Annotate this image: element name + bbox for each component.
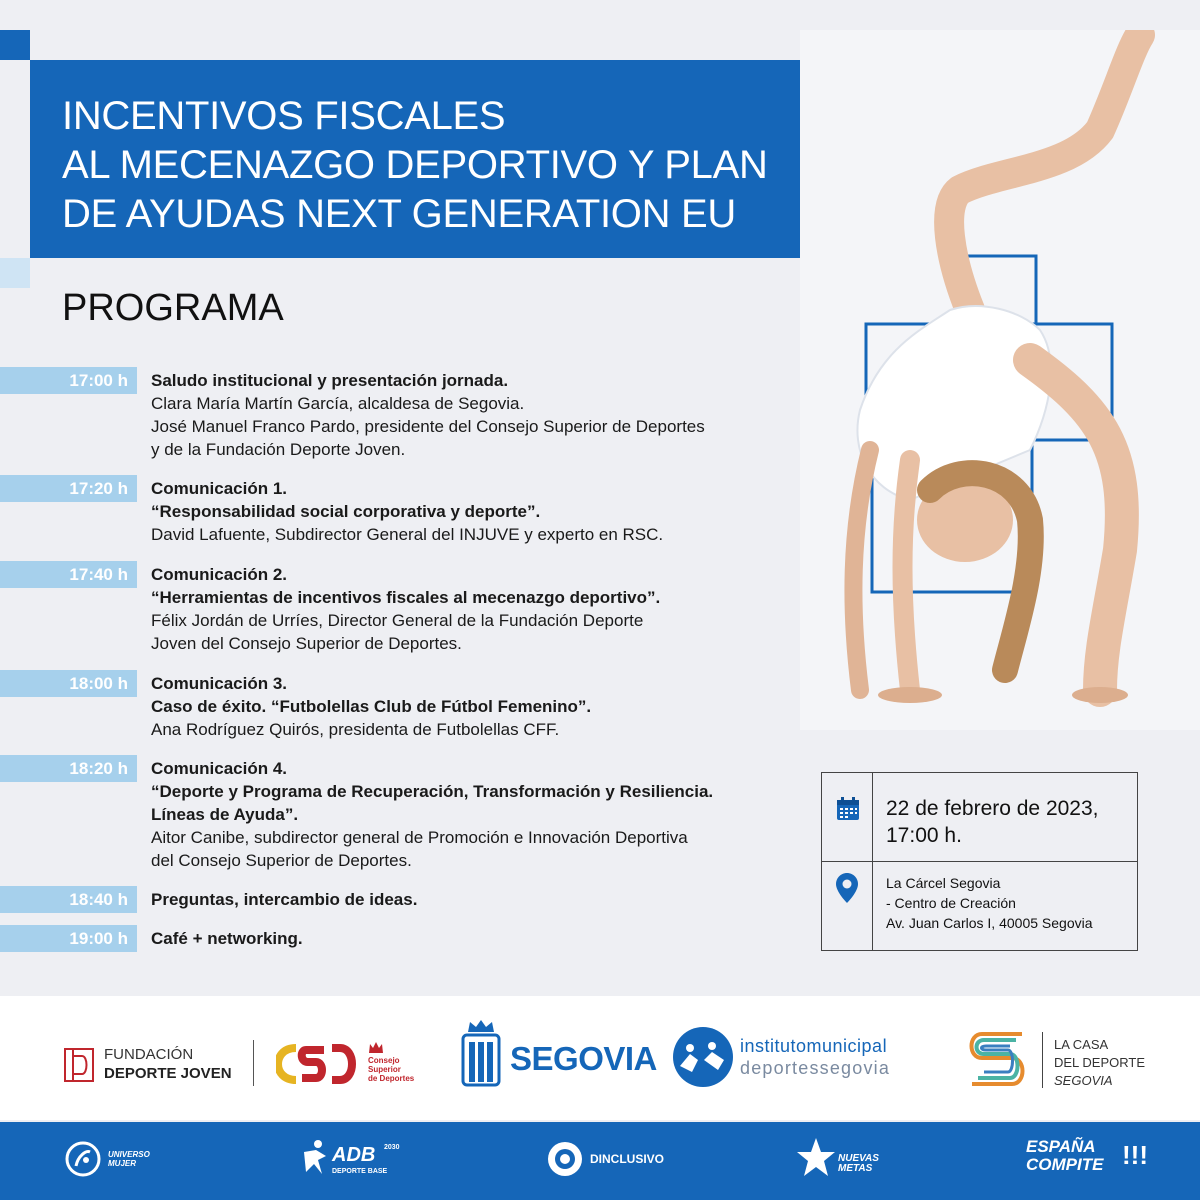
info-divider — [822, 861, 1137, 862]
fdj-mark-icon — [64, 1048, 94, 1082]
csd-mark-icon — [276, 1044, 358, 1084]
sponsor-logos — [0, 996, 1200, 1120]
schedule-description: Comunicación 4. “Deporte y Programa de Recuperación, Transformación y Resiliencia. Líneas de Ayuda”. Aitor Canibe, subdirector general de Promoción e Innovación Deportiva del Consejo Superior de Deportes. — [151, 759, 714, 870]
event-date: 22 de febrero de 2023, 17:00 h. — [886, 797, 1099, 847]
imd-segovia-logo: institutomunicipal deportessegovia — [672, 1026, 927, 1090]
schedule-description: Comunicación 3. Caso de éxito. “Futbolellas Club de Fútbol Femenino”. Ana Rodríguez Quirós, presidenta de Futbolellas CFF. — [151, 674, 592, 739]
universo-mujer-icon — [64, 1140, 102, 1178]
map-pin-icon — [836, 873, 858, 903]
casa-del-deporte-icon — [966, 1028, 1028, 1090]
schedule-time: 18:20 h — [0, 755, 137, 782]
programa-heading: PROGRAMA — [62, 287, 284, 329]
schedule-time: 19:00 h — [0, 925, 137, 952]
schedule-time: 18:40 h — [0, 886, 137, 913]
decor-square — [0, 258, 30, 288]
event-info-box — [821, 772, 1138, 951]
fundacion-deporte-joven-logo: FUNDACIÓN DEPORTE JOVEN — [64, 1046, 239, 1086]
schedule-description: Café + networking. — [151, 929, 303, 948]
logo-divider — [253, 1040, 254, 1086]
segovia-logo: SEGOVIA — [460, 1018, 630, 1094]
gymnast-image — [800, 30, 1200, 730]
imd-mark-icon — [672, 1026, 734, 1088]
crown-icon — [368, 1040, 384, 1054]
universo-mujer-logo: UNIVERSO MUJER — [64, 1138, 164, 1182]
logo-divider — [1042, 1032, 1043, 1088]
segovia-crest-icon — [460, 1018, 502, 1090]
schedule-description: Preguntas, intercambio de ideas. — [151, 890, 418, 909]
star-figure-icon — [796, 1136, 836, 1180]
dinclusivo-icon — [546, 1140, 584, 1178]
event-title: INCENTIVOS FISCALES AL MECENAZGO DEPORTIVO Y PLAN DE AYUDAS NEXT GENERATION EU — [62, 94, 768, 236]
espana-compite-logo: ESPAÑA COMPITE !!! — [1026, 1137, 1148, 1174]
schedule-description: Saludo institucional y presentación jornada. Clara María Martín García, alcaldesa de Segovia. José Manuel Franco Pardo, presidente del Consejo Superior de Deportes y de la Fundación Deporte Joven. — [151, 371, 705, 459]
schedule-description: Comunicación 1. “Responsabilidad social corporativa y deporte”. David Lafuente, Subdirector General del INJUVE y experto en RSC. — [151, 479, 664, 544]
csd-logo: Consejo Superior de Deportes — [276, 1040, 416, 1090]
decor-square — [0, 30, 30, 60]
schedule-time: 17:20 h — [0, 475, 137, 502]
schedule-time: 18:00 h — [0, 670, 137, 697]
footer-logos — [0, 1122, 1200, 1200]
casa-del-deporte-logo: LA CASA DEL DEPORTE SEGOVIA — [966, 1028, 1156, 1092]
adb-2030-logo: ADB 2030 DEPORTE BASE — [300, 1136, 410, 1186]
event-location: La Cárcel Segovia - Centro de Creación Av. Juan Carlos I, 40005 Segovia — [886, 875, 1093, 931]
calendar-icon — [836, 797, 860, 821]
nuevas-metas-logo: NUEVAS METAS — [796, 1134, 906, 1186]
exclamation-mark-icon: !!! — [1122, 1140, 1148, 1170]
schedule-time: 17:40 h — [0, 561, 137, 588]
schedule-time: 17:00 h — [0, 367, 137, 394]
schedule-description: Comunicación 2. “Herramientas de incentivos fiscales al mecenazgo deportivo”. Félix Jordán de Urríes, Director General de la Fundación Deporte Joven del Consejo Superior de Deportes. — [151, 565, 661, 653]
dinclusivo-logo: DINCLUSIVO — [546, 1140, 666, 1180]
adb-figure-icon — [300, 1138, 330, 1176]
